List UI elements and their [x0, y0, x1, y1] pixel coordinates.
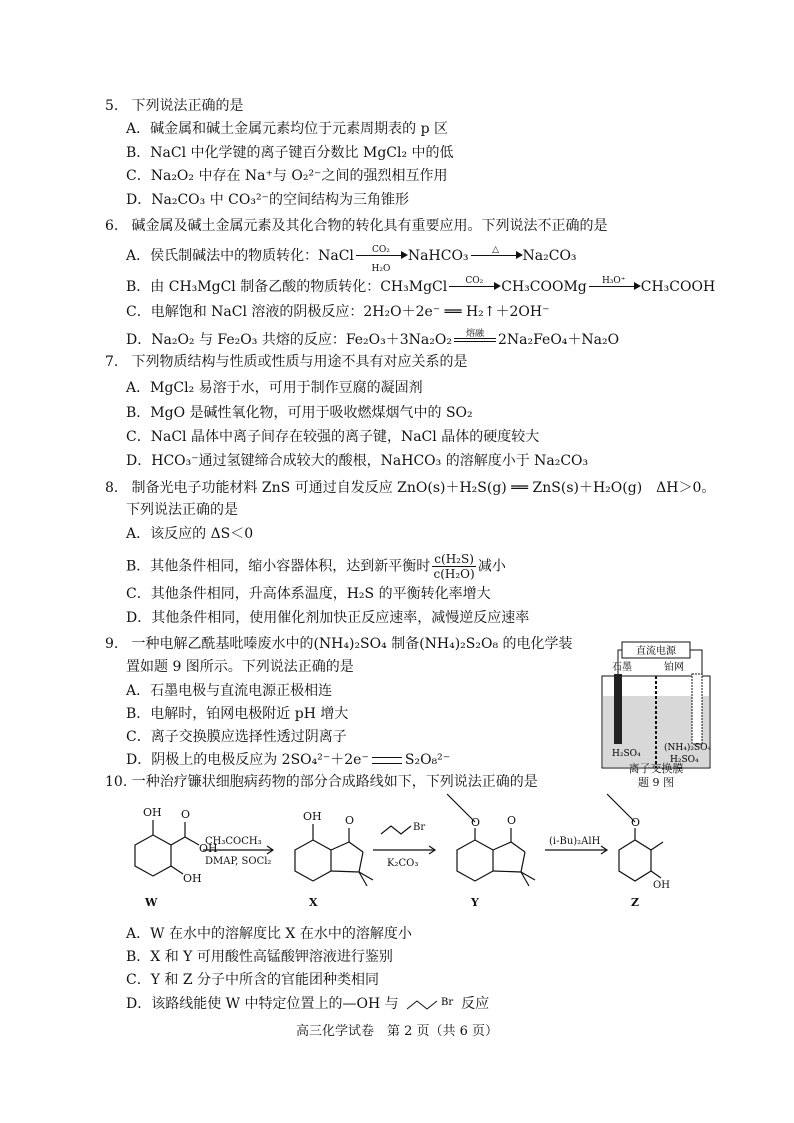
- q9-option-c: C．离子交换膜应选择性透过阴离子: [126, 729, 347, 745]
- q5-option-c: C．Na₂O₂ 中存在 Na⁺与 O₂²⁻之间的强烈相互作用: [126, 168, 448, 184]
- w-oh-acid: OH: [199, 842, 218, 855]
- q7-option-c: C．NaCl 晶体中离子间存在较强的离子键，NaCl 晶体的硬度较大: [126, 429, 540, 445]
- left-solution-label: H₂SO₄: [612, 749, 641, 759]
- q10-option-d: D．该路线能使 W 中特定位置上的—OH 与 Br 反应: [126, 996, 490, 1012]
- electrolysis-cell-diagram: [598, 640, 714, 780]
- question-8-stem: 8. 制备光电子功能材料 ZnS 可通过自发反应 ZnO(s)＋H₂S(g) ══ ZnS(s)＋H₂O(g) ΔH＞0。: [105, 480, 716, 496]
- q10-option-b: B．X 和 Y 可用酸性高锰酸钾溶液进行鉴别: [126, 949, 393, 965]
- y-ether-o: O: [471, 816, 481, 829]
- reaction-arrow: CO₂: [447, 277, 501, 297]
- w-carbonyl-o: O: [181, 808, 191, 821]
- label-y: Y: [471, 896, 479, 909]
- allyl-bromide-br: Br: [441, 997, 454, 1008]
- concentration-ratio: $\frac{\text{c(H₂S)}}{\text{c(H₂O)}}$: [433, 552, 475, 581]
- q8-option-c: C．其他条件相同，升高体系温度，H₂S 的平衡转化率增大: [126, 586, 491, 602]
- q10-option-a: A．W 在水中的溶解度比 X 在水中的溶解度小: [126, 926, 412, 942]
- q7-option-a: A．MgCl₂ 易溶于水，可用于制作豆腐的凝固剂: [126, 380, 423, 396]
- question-9-stem-cont: 置如题 9 图所示。下列说法正确的是: [126, 659, 354, 675]
- y-carbonyl-o: O: [507, 814, 517, 827]
- power-supply-label: 直流电源: [636, 646, 676, 657]
- figure-number: 题 9 图: [638, 776, 674, 789]
- label-z: Z: [631, 896, 640, 909]
- q9-option-d: D．阴极上的电极反应为 2SO₄²⁻＋2e⁻ S₂O₈²⁻: [126, 752, 451, 768]
- q5-option-a: A．碱金属和碱土金属元素均位于元素周期表的 p 区: [126, 121, 448, 137]
- reagent-1-bottom: DMAP, SOCl₂: [205, 856, 272, 867]
- platinum-label: 铂网: [664, 662, 684, 673]
- right-solution-label-1: (NH₄)₂SO₄: [664, 743, 712, 753]
- figure-9-caption: [598, 762, 714, 790]
- q6-option-d: D．Na₂O₂ 与 Fe₂O₃ 共熔的反应：Fe₂O₃＋3Na₂O₂ 熔融 2Na₂FeO₄＋Na₂O: [126, 329, 620, 348]
- page-footer: 高三化学试卷 第 2 页（共 6 页）: [295, 1024, 499, 1039]
- question-5-stem: 5. 下列说法正确的是: [105, 98, 244, 114]
- allyl-bromide-structure: [403, 995, 461, 1013]
- question-6-stem: 6. 碱金属及碱土金属元素及其化合物的转化具有重要应用。下列说法不正确的是: [105, 218, 608, 234]
- right-solution-label-2: H₂SO₄: [670, 755, 699, 765]
- synthesis-route-scheme: [105, 790, 670, 920]
- reagent-2-br: Br: [413, 822, 426, 833]
- q8-option-a: A．该反应的 ΔS＜0: [126, 526, 254, 542]
- question-7-stem: 7. 下列物质结构与性质或性质与用途不具有对应关系的是: [105, 354, 468, 370]
- x-carbonyl-o: O: [345, 814, 355, 827]
- reagent-1-top: CH₃COCH₃: [205, 836, 262, 847]
- q7-option-d: D．HCO₃⁻通过氢键缔合成较大的酸根，NaHCO₃ 的溶解度小于 Na₂CO₃: [126, 453, 589, 469]
- question-9-stem: 9. 一种电解乙酰基吡嗪废水中的(NH₄)₂SO₄ 制备(NH₄)₂S₂O₈ 的电化学装: [105, 636, 573, 652]
- q9-option-a: A．石墨电极与直流电源正极相连: [126, 683, 333, 699]
- q9-option-b: B．电解时，铂网电极附近 pH 增大: [126, 706, 349, 722]
- reaction-arrow: △: [469, 246, 523, 266]
- graphite-label: 石墨: [612, 662, 632, 673]
- reaction-equal-sign: 熔融: [452, 330, 498, 350]
- label-x: X: [309, 896, 318, 909]
- reagent-3-top: (i-Bu)₂AlH: [549, 836, 601, 847]
- reagent-2-bottom: K₂CO₃: [387, 858, 419, 869]
- reaction-arrow: H₃O⁺: [587, 277, 641, 297]
- q6-option-c: C．电解饱和 NaCl 溶液的阴极反应：2H₂O＋2e⁻ ══ H₂↑＋2OH⁻: [126, 304, 550, 320]
- q8-option-d: D．其他条件相同，使用催化剂加快正反应速率，减慢逆反应速率: [126, 610, 530, 626]
- reaction-arrow: $\frac{\text{CO₂}}{\text{H₂O}}$: [354, 246, 408, 266]
- q6-option-b: B．由 CH₃MgCl 制备乙酸的物质转化：CH₃MgCl CO₂ CH₃COOMg H₃O⁺ CH₃COOH: [126, 276, 716, 295]
- w-oh-bottom: OH: [183, 872, 202, 885]
- q7-option-b: B．MgO 是碱性氧化物，可用于吸收燃煤烟气中的 SO₂: [126, 405, 473, 421]
- question-10-stem: 10. 一种治疗镰状细胞病药物的部分合成路线如下，下列说法正确的是: [105, 774, 538, 790]
- q10-option-c: C．Y 和 Z 分子中所含的官能团种类相同: [126, 972, 380, 988]
- q8-option-b: B．其他条件相同，缩小容器体积，达到新平衡时 $\frac{\text{c(H₂S)}}{\text{c(H₂O)}}$ 减小: [126, 552, 506, 581]
- membrane-label: 离子交换膜: [628, 762, 684, 775]
- label-w: W: [145, 896, 158, 909]
- q5-option-b: B．NaCl 中化学键的离子键百分数比 MgCl₂ 中的低: [126, 145, 454, 161]
- x-oh: OH: [303, 810, 322, 823]
- z-ether-o: O: [631, 816, 641, 829]
- w-oh-top: OH: [143, 806, 162, 819]
- z-oh-bottom: OH: [653, 880, 670, 891]
- q6-option-a: A．侯氏制碱法中的物质转化：NaCl $\frac{\text{CO₂}}{\text{H₂O}}$ NaHCO₃ △ Na₂CO₃: [126, 245, 577, 274]
- q5-option-d: D．Na₂CO₃ 中 CO₃²⁻的空间结构为三角锥形: [126, 192, 409, 208]
- question-8-stem-cont: 下列说法正确的是: [126, 502, 238, 518]
